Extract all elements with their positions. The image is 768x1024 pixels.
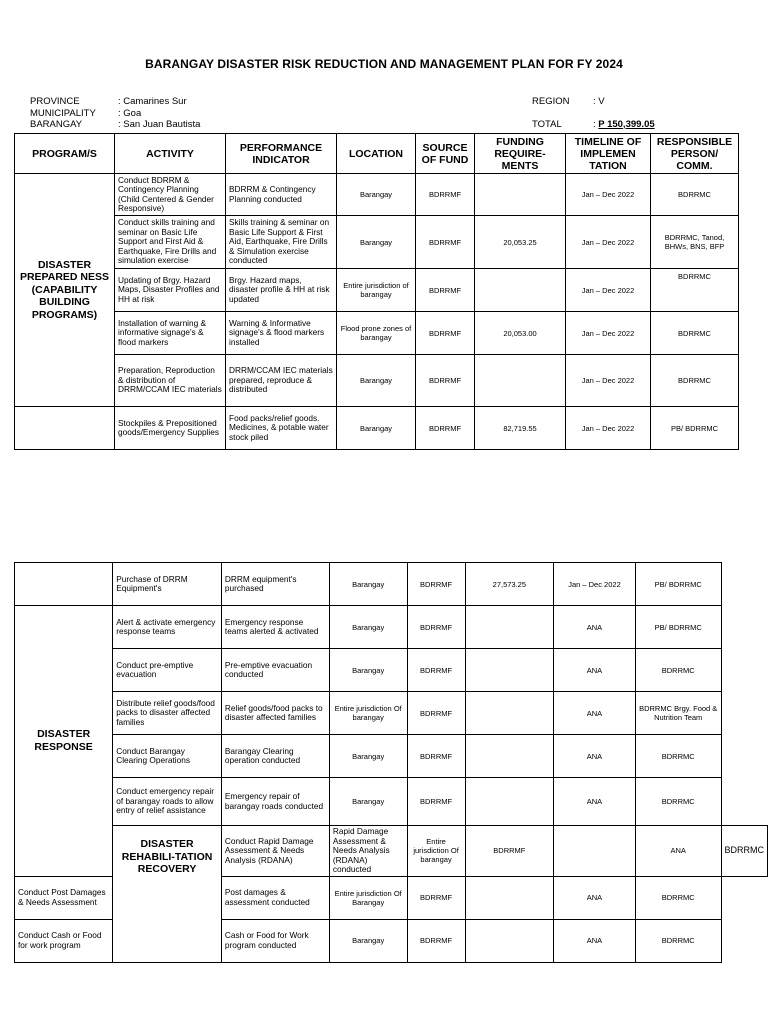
source-cell: BDRRMF bbox=[407, 876, 465, 919]
location-cell: Barangay bbox=[329, 606, 407, 649]
indicator-cell: Relief goods/food packs to disaster affected families bbox=[221, 692, 329, 735]
table-row bbox=[15, 407, 739, 450]
indicator-cell: Rapid Damage Assessment & Needs Analysis (RDANA) conducted bbox=[329, 826, 407, 877]
funding-cell bbox=[465, 876, 553, 919]
table-row bbox=[15, 778, 768, 826]
location-cell: Entire jurisdiction of barangay bbox=[337, 269, 416, 312]
activity-cell: Purchase of DRRM Equipment's bbox=[113, 563, 222, 606]
indicator-cell: Skills training & seminar on Basic Life Support & First Aid, Earthquake, Fire Drills & Simulation exercise conducted bbox=[226, 216, 337, 269]
activity-cell: Conduct BDRRM & Contingency Planning (Child Centered & Gender Responsive) bbox=[115, 174, 226, 216]
timeline-cell: ANA bbox=[554, 692, 636, 735]
table-row bbox=[15, 216, 739, 269]
responsible-cell: BDRRMC bbox=[635, 649, 721, 692]
activity-cell: Distribute relief goods/food packs to disaster affected families bbox=[113, 692, 222, 735]
activity-cell: Conduct Post Damages & Needs Assessment bbox=[15, 876, 113, 919]
program-empty-cell bbox=[15, 563, 113, 606]
activity-cell: Installation of warning & informative signage's & flood markers bbox=[115, 312, 226, 355]
responsible-cell: BDRRMC bbox=[635, 735, 721, 778]
header-responsible: RESPONSIBLE PERSON/ COMM. bbox=[651, 134, 739, 174]
funding-cell bbox=[465, 649, 553, 692]
activity-cell: Conduct Rapid Damage Assessment & Needs Analysis (RDANA) bbox=[221, 826, 329, 877]
location-cell: Barangay bbox=[329, 735, 407, 778]
source-cell: BDRRMF bbox=[416, 216, 475, 269]
table-row bbox=[15, 649, 768, 692]
activity-cell: Conduct skills training and seminar on Basic Life Support and First Aid & Earthquake, Fire Drills and simulation exercise bbox=[115, 216, 226, 269]
table-row bbox=[15, 826, 768, 877]
funding-cell bbox=[475, 174, 566, 216]
funding-cell bbox=[465, 778, 553, 826]
source-cell: BDRRMF bbox=[407, 735, 465, 778]
header-program: PROGRAM/S bbox=[15, 134, 115, 174]
location-cell: Barangay bbox=[337, 174, 416, 216]
activity-cell: Conduct Barangay Clearing Operations bbox=[113, 735, 222, 778]
timeline-cell: ANA bbox=[554, 919, 636, 962]
location-cell: Flood prone zones of barangay bbox=[337, 312, 416, 355]
funding-cell bbox=[554, 826, 636, 877]
table-row bbox=[15, 355, 739, 407]
funding-cell bbox=[465, 692, 553, 735]
funding-cell bbox=[475, 269, 566, 312]
province-label: PROVINCE bbox=[30, 96, 80, 107]
source-cell: BDRRMF bbox=[416, 312, 475, 355]
document-title: BARANGAY DISASTER RISK REDUCTION AND MANAGEMENT PLAN FOR FY 2024 bbox=[145, 57, 623, 71]
timeline-cell: Jan – Dec 2022 bbox=[566, 269, 651, 312]
table-row bbox=[15, 269, 739, 312]
program-preparedness: DISASTER PREPARED NESS (CAPABILITY BUILDING PROGRAMS) bbox=[15, 174, 115, 407]
province-value: : Camarines Sur bbox=[118, 96, 187, 107]
responsible-cell: PB/ BDRRMC bbox=[651, 407, 739, 450]
timeline-cell: ANA bbox=[635, 826, 721, 877]
indicator-cell: Pre-emptive evacuation conducted bbox=[221, 649, 329, 692]
source-cell: BDRRMF bbox=[465, 826, 553, 877]
funding-cell bbox=[465, 735, 553, 778]
responsible-cell: PB/ BDRRMC bbox=[635, 563, 721, 606]
location-cell: Barangay bbox=[337, 407, 416, 450]
source-cell: BDRRMF bbox=[407, 778, 465, 826]
header-funding: FUNDING REQUIRE-MENTS bbox=[475, 134, 566, 174]
funding-cell bbox=[465, 919, 553, 962]
header-source: SOURCE OF FUND bbox=[416, 134, 475, 174]
location-cell: Barangay bbox=[337, 355, 416, 407]
timeline-cell: ANA bbox=[554, 876, 636, 919]
timeline-cell: Jan – Dec 2022 bbox=[554, 563, 636, 606]
header-activity: ACTIVITY bbox=[115, 134, 226, 174]
activity-cell: Alert & activate emergency response teams bbox=[113, 606, 222, 649]
region-label: REGION bbox=[532, 96, 570, 107]
source-cell: BDRRMF bbox=[416, 407, 475, 450]
region-total-info bbox=[532, 96, 655, 130]
region-value: : V bbox=[593, 96, 605, 107]
responsible-cell: BDRRMC bbox=[635, 778, 721, 826]
activity-cell: Conduct emergency repair of barangay roads to allow entry of relief assistance bbox=[113, 778, 222, 826]
timeline-cell: Jan – Dec 2022 bbox=[566, 407, 651, 450]
activity-cell: Conduct Cash or Food for work program bbox=[15, 919, 113, 962]
table-row bbox=[15, 563, 768, 606]
activity-cell: Preparation, Reproduction & distribution of DRRM/CCAM IEC materials bbox=[115, 355, 226, 407]
table-row bbox=[15, 735, 768, 778]
total-value: P 150,399.05 bbox=[598, 118, 655, 130]
timeline-cell: Jan – Dec 2022 bbox=[566, 216, 651, 269]
indicator-cell: Emergency response teams alerted & activated bbox=[221, 606, 329, 649]
indicator-cell: Barangay Clearing operation conducted bbox=[221, 735, 329, 778]
indicator-cell: Warning & Informative signage's & flood markers installed bbox=[226, 312, 337, 355]
location-cell: Barangay bbox=[329, 649, 407, 692]
responsible-cell: BDRRMC bbox=[651, 174, 739, 216]
header-timeline: TIMELINE OF IMPLEMEN TATION bbox=[566, 134, 651, 174]
source-cell: BDRRMF bbox=[416, 269, 475, 312]
location-info bbox=[30, 96, 200, 131]
table-row bbox=[15, 312, 739, 355]
total-label: TOTAL bbox=[532, 118, 562, 130]
activity-cell: Updating of Brgy. Hazard Maps, Disaster Profiles and HH at risk bbox=[115, 269, 226, 312]
barangay-label: BARANGAY bbox=[30, 119, 83, 130]
location-cell: Entire jurisdiction Of barangay bbox=[329, 692, 407, 735]
timeline-cell: ANA bbox=[554, 649, 636, 692]
source-cell: BDRRMF bbox=[407, 649, 465, 692]
location-cell: Barangay bbox=[329, 919, 407, 962]
table-header-row bbox=[15, 134, 739, 174]
source-cell: BDRRMF bbox=[407, 919, 465, 962]
program-rehabilitation: DISASTER REHABILI-TATION RECOVERY bbox=[113, 826, 222, 963]
responsible-cell: BDRRMC bbox=[651, 312, 739, 355]
table-row bbox=[15, 174, 739, 216]
responsible-cell: PB/ BDRRMC bbox=[635, 606, 721, 649]
source-cell: BDRRMF bbox=[407, 563, 465, 606]
activity-cell: Conduct pre-emptive evacuation bbox=[113, 649, 222, 692]
timeline-cell: Jan – Dec 2022 bbox=[566, 312, 651, 355]
table-row bbox=[15, 692, 768, 735]
timeline-cell: Jan – Dec 2022 bbox=[566, 355, 651, 407]
source-cell: BDRRMF bbox=[416, 174, 475, 216]
activity-cell: Stockpiles & Prepositioned goods/Emergency Supplies bbox=[115, 407, 226, 450]
responsible-cell: BDRRMC Brgy. Food & Nutrition Team bbox=[635, 692, 721, 735]
responsible-cell: BDRRMC, Tanod, BHWs, BNS, BFP bbox=[651, 216, 739, 269]
table-row bbox=[15, 606, 768, 649]
indicator-cell: Post damages & assessment conducted bbox=[221, 876, 329, 919]
location-cell: Barangay bbox=[329, 563, 407, 606]
header-performance: PERFORMANCE INDICATOR bbox=[226, 134, 337, 174]
program-empty-cell bbox=[15, 407, 115, 450]
timeline-cell: ANA bbox=[554, 735, 636, 778]
funding-cell: 27,573.25 bbox=[465, 563, 553, 606]
municipality-label: MUNICIPALITY bbox=[30, 107, 96, 119]
indicator-cell: BDRRM & Contingency Planning conducted bbox=[226, 174, 337, 216]
plan-table-part-2 bbox=[14, 562, 768, 963]
location-cell: Entire jurisdiction Of Barangay bbox=[329, 876, 407, 919]
municipality-value: : Goa bbox=[118, 107, 142, 119]
responsible-cell: BDRRMC bbox=[721, 826, 768, 877]
funding-cell bbox=[465, 606, 553, 649]
indicator-cell: Food packs/relief goods. Medicines, & potable water stock piled bbox=[226, 407, 337, 450]
source-cell: BDRRMF bbox=[407, 606, 465, 649]
source-cell: BDRRMF bbox=[407, 692, 465, 735]
indicator-cell: Emergency repair of barangay roads conducted bbox=[221, 778, 329, 826]
responsible-cell: BDRRMC bbox=[635, 876, 721, 919]
indicator-cell: Brgy. Hazard maps, disaster profile & HH at risk updated bbox=[226, 269, 337, 312]
location-cell: Barangay bbox=[337, 216, 416, 269]
funding-cell: 20,053.25 bbox=[475, 216, 566, 269]
source-cell: BDRRMF bbox=[416, 355, 475, 407]
funding-cell: 20,053.00 bbox=[475, 312, 566, 355]
timeline-cell: ANA bbox=[554, 606, 636, 649]
indicator-cell: DRRM/CCAM IEC materials prepared, reproduce & distributed bbox=[226, 355, 337, 407]
indicator-cell: DRRM equipment's purchased bbox=[221, 563, 329, 606]
program-response: DISASTER RESPONSE bbox=[15, 606, 113, 877]
barangay-value: : San Juan Bautista bbox=[118, 119, 201, 130]
total-colon: : bbox=[593, 118, 599, 130]
indicator-cell: Cash or Food for Work program conducted bbox=[221, 919, 329, 962]
timeline-cell: Jan – Dec 2022 bbox=[566, 174, 651, 216]
location-cell: Entire jurisdiction Of barangay bbox=[407, 826, 465, 877]
responsible-cell: BDRRMC bbox=[635, 919, 721, 962]
header-location: LOCATION bbox=[337, 134, 416, 174]
responsible-cell: BDRRMC bbox=[651, 355, 739, 407]
funding-cell: 82,719.55 bbox=[475, 407, 566, 450]
responsible-cell: BDRRMC bbox=[651, 269, 739, 312]
funding-cell bbox=[475, 355, 566, 407]
timeline-cell: ANA bbox=[554, 778, 636, 826]
location-cell: Barangay bbox=[329, 778, 407, 826]
plan-table-part-1 bbox=[14, 133, 739, 450]
